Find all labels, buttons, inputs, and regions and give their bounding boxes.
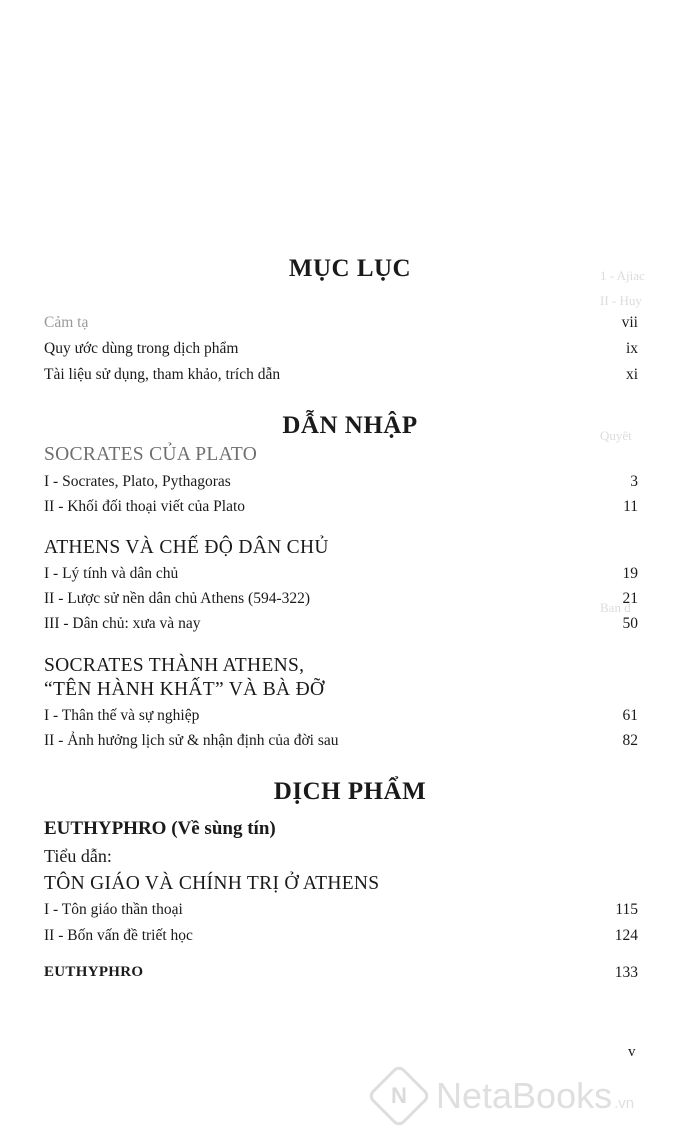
- toc-entry[interactable]: [44, 314, 638, 338]
- toc-entry-label: II - Lược sử nền dân chủ Athens (594-322): [44, 590, 311, 607]
- toc-entry[interactable]: [44, 498, 638, 522]
- toc-entry-label: II - Ảnh hưởng lịch sử & nhận định của đời sau: [44, 732, 339, 749]
- toc-entry-page: 50: [622, 615, 638, 632]
- toc-entry-page: 19: [622, 565, 638, 582]
- bleed-through-text: Ban đ: [600, 600, 631, 615]
- toc-entry[interactable]: [44, 473, 638, 497]
- section-title: SOCRATES CỦA PLATO: [44, 444, 258, 465]
- translation-heading: DỊCH PHẨM: [273, 778, 427, 805]
- toc-entry[interactable]: [44, 732, 638, 756]
- toc-entry-label: II - Khối đối thoại viết của Plato: [44, 498, 246, 515]
- section-title-line-2: “TÊN HÀNH KHẤT” VÀ BÀ ĐỠ: [44, 679, 325, 700]
- section-title-line-1: SOCRATES THÀNH ATHENS,: [44, 655, 305, 676]
- toc-entry[interactable]: [44, 565, 638, 589]
- toc-entry[interactable]: [44, 707, 638, 731]
- toc-entry-page: xi: [625, 366, 638, 383]
- toc-entry-page: 115: [615, 901, 638, 918]
- toc-entry-page: 21: [622, 590, 638, 607]
- toc-entry-label: Tài liệu sử dụng, tham khảo, trích dẫn: [44, 366, 281, 383]
- toc-heading: MỤC LỤC: [288, 255, 412, 282]
- toc-entry-page: vii: [621, 314, 638, 331]
- toc-entry-page: 124: [614, 927, 638, 944]
- bleed-through-text: II - Huy: [600, 293, 642, 308]
- toc-entry-label: Cảm tạ: [44, 314, 89, 331]
- watermark-brand: NetaBooks: [436, 1075, 613, 1116]
- page-number: v: [628, 1044, 636, 1060]
- work-title: EUTHYPHRO (Về sùng tín): [44, 818, 276, 839]
- intro-label: Tiểu dẫn:: [44, 846, 112, 866]
- toc-entry[interactable]: [44, 615, 638, 639]
- toc-entry[interactable]: [44, 964, 638, 988]
- toc-entry-page: 61: [622, 707, 638, 724]
- toc-entry[interactable]: [44, 590, 638, 614]
- toc-entry[interactable]: [44, 366, 638, 390]
- toc-entry-page: 133: [614, 964, 638, 981]
- watermark-suffix: .vn: [614, 1094, 635, 1112]
- toc-entry-label: II - Bốn vấn đề triết học: [44, 927, 193, 944]
- toc-entry[interactable]: [44, 901, 638, 925]
- toc-entry-page: 11: [623, 498, 638, 515]
- toc-entry-label: Quy ước dùng trong dịch phẩm: [44, 340, 239, 357]
- toc-entry-label: III - Dân chủ: xưa và nay: [44, 615, 201, 632]
- section-title: ATHENS VÀ CHẾ ĐỘ DÂN CHỦ: [44, 537, 329, 558]
- watermark: [368, 1066, 698, 1126]
- toc-entry-label: EUTHYPHRO: [44, 964, 144, 980]
- toc-entry-label: I - Thân thế và sự nghiệp: [44, 707, 200, 724]
- toc-entry-page: 82: [622, 732, 638, 749]
- toc-entry[interactable]: [44, 927, 638, 951]
- bleed-through-text: Quyêt: [600, 428, 632, 443]
- toc-entry-label: I - Socrates, Plato, Pythagoras: [44, 473, 231, 490]
- toc-entry-page: 3: [630, 473, 638, 490]
- toc-entry-page: ix: [625, 340, 638, 357]
- intro-heading: DẪN NHẬP: [282, 412, 418, 439]
- netabooks-logo-icon: N: [366, 1063, 431, 1128]
- toc-entry-label: I - Tôn giáo thần thoại: [44, 901, 183, 918]
- intro-section-title: TÔN GIÁO VÀ CHÍNH TRỊ Ở ATHENS: [44, 873, 380, 894]
- toc-entry-label: I - Lý tính và dân chủ: [44, 565, 179, 582]
- toc-entry[interactable]: [44, 340, 638, 364]
- bleed-through-text: 1 - Ajiac: [600, 268, 645, 283]
